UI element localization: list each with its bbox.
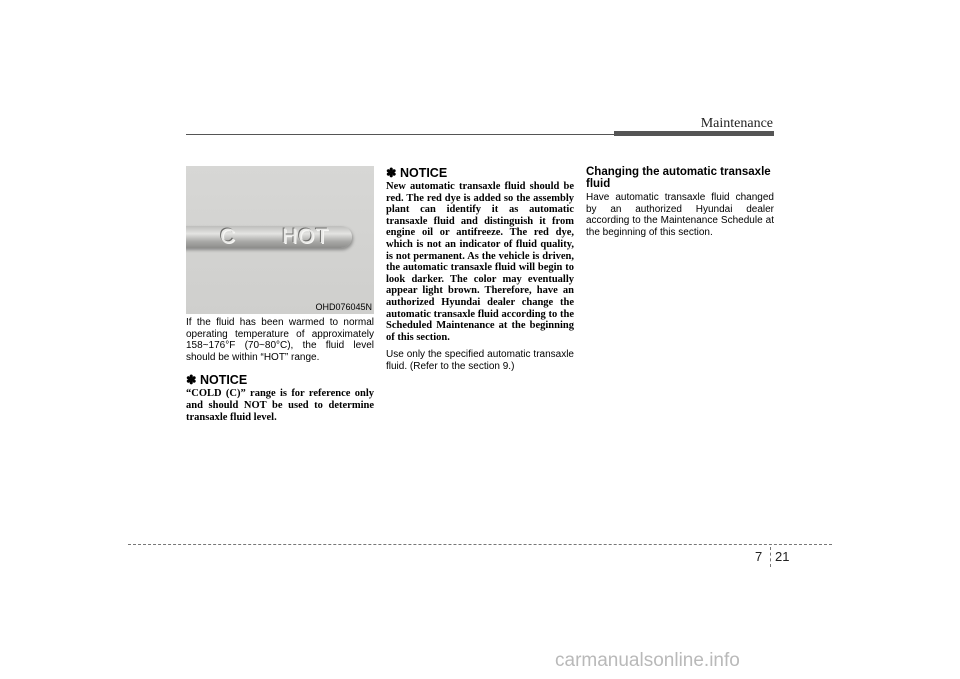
column-2 <box>386 166 574 373</box>
figure-code: OHD076045N <box>315 302 372 312</box>
section-heading-changing-fluid: Changing the automatic transaxle fluid <box>586 166 771 190</box>
column-1 <box>186 166 374 423</box>
column-3 <box>586 166 774 238</box>
watermark-text: carmanualsonline.info <box>555 650 740 671</box>
header-rule-thin <box>186 134 614 135</box>
changing-fluid-paragraph: Have automatic transaxle fluid changed by an authorized Hyundai dealer according to the Maintenance Schedule at the beginning of this section. <box>586 192 774 238</box>
notice-text-fluid-color: New automatic transaxle fluid should be red. The red dye is added so the assembly plant can identify it as automatic transaxle fluid and distinguish it from engine oil or antifreeze. The red dye, which is not an indicator of fluid quality, is not permanent. As the vehicle is driven, the automatic transaxle fluid will begin to look darker. The color may eventually appear light brown. Therefore, have an authorized Hyundai dealer change the automatic transaxle fluid according to the Scheduled Maintenance at the beginning of this section. <box>386 181 574 343</box>
page-header-title: Maintenance <box>700 116 773 131</box>
header-rule-thick <box>614 131 774 136</box>
specified-fluid-paragraph: Use only the specified automatic transaxle fluid. (Refer to the section 9.) <box>386 349 574 372</box>
chapter-number: 7 <box>755 549 763 564</box>
notice-heading-fluid-color: ✽ NOTICE <box>386 166 448 180</box>
dipstick-photo <box>186 166 374 314</box>
dipstick-mark-hot: HOT <box>282 225 330 248</box>
notice-heading-cold: ✽ NOTICE <box>186 373 248 388</box>
page-number-separator <box>770 547 771 567</box>
dipstick-mark-cold: C <box>220 225 237 248</box>
footer-rule <box>128 544 832 545</box>
fluid-level-paragraph: If the fluid has been warmed to normal operating temperature of approximately 158~176°F (70~80°C), the fluid level should be within “HOT” range. <box>186 317 374 363</box>
notice-text-cold: “COLD (C)” range is for reference only and should NOT be used to determine transaxle fluid level. <box>186 388 374 423</box>
page-number: 21 <box>775 549 790 564</box>
